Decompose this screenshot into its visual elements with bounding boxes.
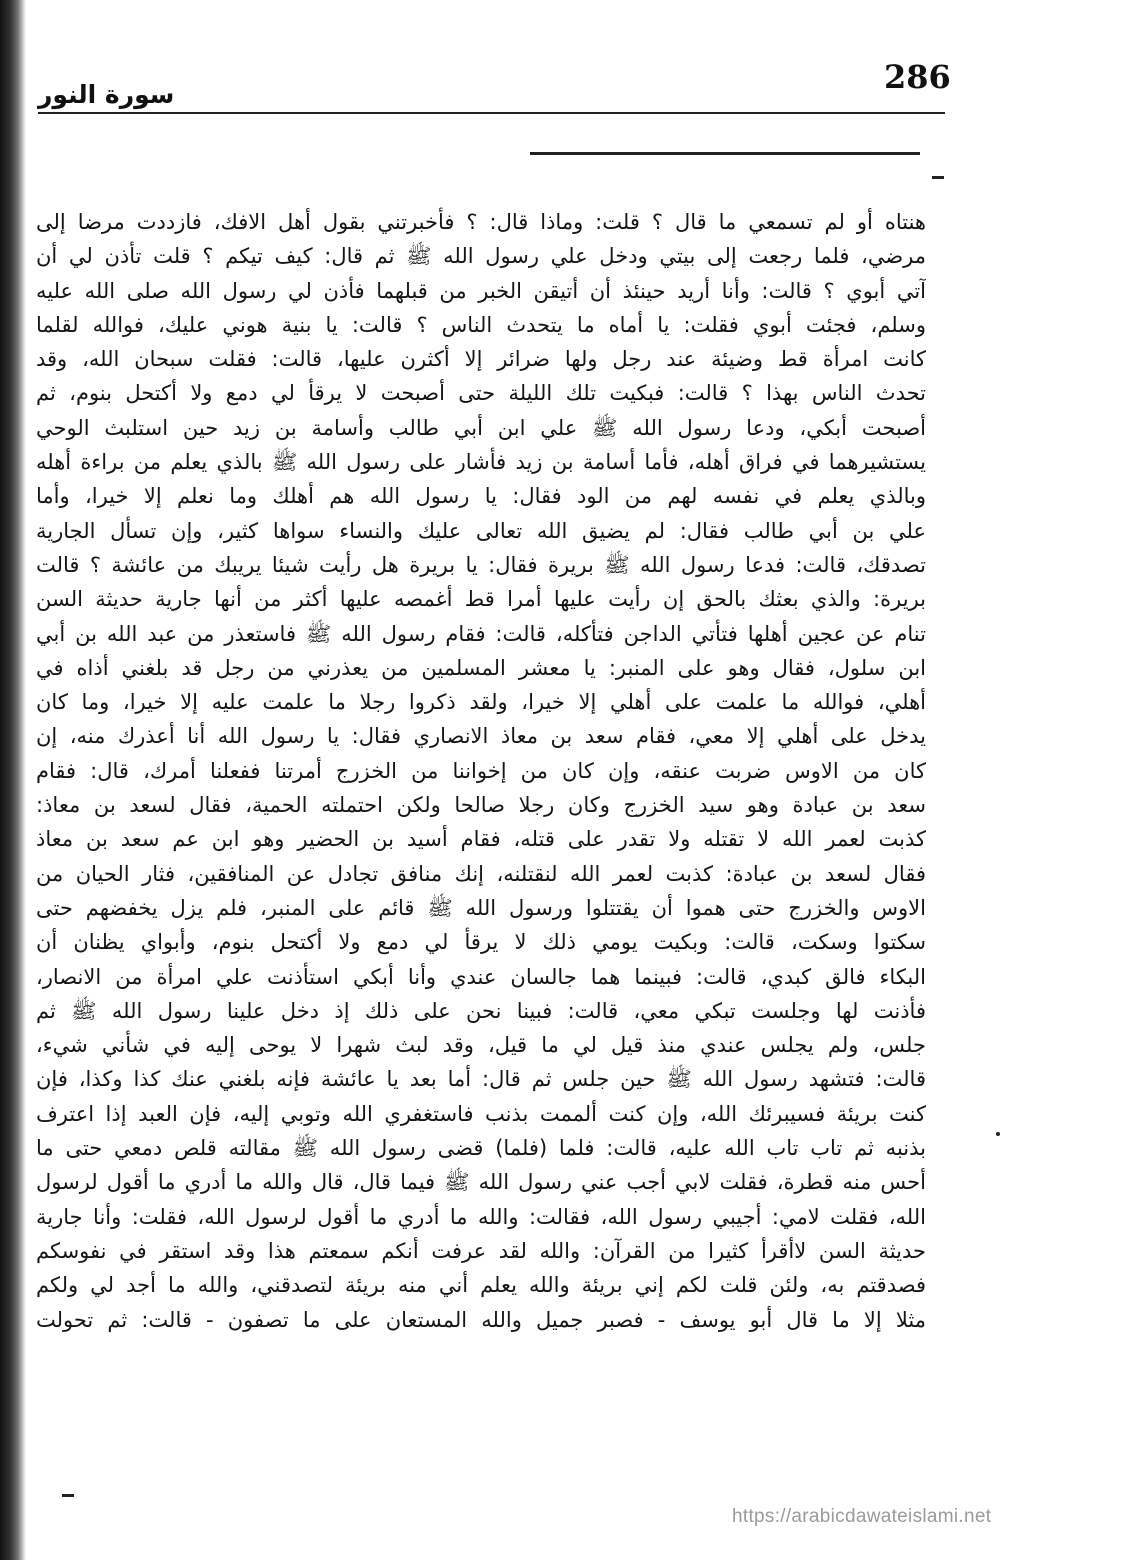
text-line: كذبت لعمر الله لا تقتله ولا تقدر على قتله، فقام أسيد بن الحضير وهو ابن عم سعد بن معاذ bbox=[36, 827, 926, 852]
text-line: هنتاه أو لم تسمعي ما قال ؟ قلت: وماذا قال: ؟ فأخبرتني بقول أهل الافك، فازددت مرضا إلى bbox=[36, 210, 926, 234]
text-line: تنام عن عجين أهلها فتأتي الداجن فتأكله، قالت: فقام رسول الله ﷺ فاستعذر من عبد الله بن أبي bbox=[36, 621, 926, 646]
text-line: أحس منه قطرة، فقلت لابي أجب عني رسول الله ﷺ فيما قال، قال والله ما أدري ما أقول لرسول bbox=[36, 1170, 926, 1195]
dash-mark bbox=[932, 176, 944, 179]
section-rule bbox=[530, 152, 920, 155]
watermark-url: https://arabicdawateislami.net bbox=[732, 1506, 992, 1527]
text-line: فقال لسعد بن عبادة: كذبت لعمر الله لنقتلنه، إنك منافق تجادل عن المنافقين، فثار الحيان من bbox=[36, 861, 926, 886]
text-line: كنت بريئة فسيبرئك الله، وإن كنت ألممت بذنب فاستغفري الله وتوبي إليه، فإن العبد إذا اعترف bbox=[36, 1101, 926, 1126]
text-line: فأذنت لها وجلست تبكي معي، قالت: فبينا نحن على ذلك إذ دخل علينا رسول الله ﷺ ثم bbox=[36, 998, 926, 1023]
text-line: كان من الاوس ضربت عنقه، وإن كان من إخواننا من الخزرج أمرتنا ففعلنا أمرك، قال: فقام bbox=[36, 758, 926, 783]
text-line: تحدث الناس بهذا ؟ قالت: فبكيت تلك الليلة حتى أصبحت لا يرقأ لي دمع ولا أكتحل بنوم، ثم bbox=[36, 381, 926, 406]
text-line bbox=[36, 1337, 926, 1371]
running-head: سورة النور bbox=[38, 80, 175, 109]
text-line: بريرة: والذي بعثك بالحق إن رأيت عليها أمرا قط أغمصه عليها أكثر من أنها جارية حديثة السن bbox=[36, 587, 926, 612]
text-line: الاوس والخزرج حتى هموا أن يقتتلوا ورسول الله ﷺ قائم على المنبر، فلم يزل يخفضهم حتى bbox=[36, 895, 926, 920]
text-line: تصدقك، قالت: فدعا رسول الله ﷺ بريرة فقال: يا بريرة هل رأيت شيئا يريبك من عائشة ؟ قالت bbox=[36, 552, 926, 577]
text-line: ابن سلول، فقال وهو على المنبر: يا معشر المسلمين من يعذرني من رجل قد بلغني أذاه في bbox=[36, 655, 926, 680]
binding-shadow bbox=[0, 0, 26, 1560]
text-line: سكتوا وسكت، قالت: وبكيت يومي ذلك لا يرقأ لي دمع ولا أكتحل بنوم، وأبواي يظنان أن bbox=[36, 930, 926, 955]
text-line: بذنبه ثم تاب تاب الله عليه، قالت: فلما (فلما) قضى رسول الله ﷺ مقالته قلص دمعي حتى ما bbox=[36, 1136, 926, 1161]
text-line: وسلم، فجئت أبوي فقلت: يا أماه ما يتحدث الناس ؟ قالت: يا بنية هوني عليك، فوالله لقلما bbox=[36, 312, 926, 337]
text-line: وبالذي يعلم في نفسه لهم من الود فقال: يا رسول الله هم أهلك وما نعلم إلا خيرا، وأما bbox=[36, 484, 926, 509]
text-line: قالت: فتشهد رسول الله ﷺ حين جلس ثم قال: أما بعد يا عائشة فإنه بلغني عنك كذا وكذا، فإن bbox=[36, 1067, 926, 1092]
text-line: يدخل على أهلي إلا معي، فقام سعد بن معاذ الانصاري فقال: يا رسول الله أنا أعذرك منه، إن bbox=[36, 724, 926, 749]
text-line: يستشيرهما في فراق أهله، فأما أسامة بن زيد فأشار على رسول الله ﷺ بالذي يعلم من براءة أهله bbox=[36, 450, 926, 475]
speck-mark bbox=[996, 1132, 1000, 1136]
body-text bbox=[36, 205, 926, 1371]
text-line: الله، فقلت لامي: أجيبي رسول الله، فقالت: والله ما أدري ما أقول لرسول الله، فقلت: وأنا جارية bbox=[36, 1204, 926, 1229]
text-line: أهلي، فوالله ما علمت على أهلي إلا خيرا، ولقد ذكروا رجلا ما علمت عليه إلا خيرا، وما كان bbox=[36, 690, 926, 715]
text-line: حديثة السن لاأقرأ كثيرا من القرآن: والله لقد عرفت أنكم سمعتم هذا وقد استقر في نفوسكم bbox=[36, 1238, 926, 1263]
text-line: جلس، ولم يجلس عندي منذ قيل لي ما قيل، وقد لبث شهرا لا يوحى إليه في شأني شيء، bbox=[36, 1033, 926, 1058]
text-line: علي بن أبي طالب فقال: لم يضيق الله تعالى عليك والنساء سواها كثير، وإن تسأل الجارية bbox=[36, 518, 926, 543]
text-line: فصدقتم به، ولئن قلت لكم إني بريئة والله يعلم أني منه بريئة لتصدقني، والله ما أجد لي ولكم bbox=[36, 1273, 926, 1298]
text-line: سعد بن عبادة وهو سيد الخزرج وكان رجلا صالحا ولكن احتملته الحمية، فقال لسعد بن معاذ: bbox=[36, 793, 926, 818]
dash-mark-bottom bbox=[62, 1494, 74, 1497]
text-line: مرضي، فلما رجعت إلى بيتي ودخل علي رسول الله ﷺ ثم قال: كيف تيكم ؟ قلت تأذن لي أن bbox=[36, 244, 926, 269]
header-rule bbox=[38, 112, 945, 114]
text-line: مثلا إلا ما قال أبو يوسف - فصبر جميل والله المستعان على ما تصفون - قالت: ثم تحولت bbox=[36, 1307, 926, 1332]
text-line: أصبحت أبكي، ودعا رسول الله ﷺ علي ابن أبي طالب وأسامة بن زيد حين استلبث الوحي bbox=[36, 415, 926, 440]
text-line: البكاء فالق كبدي، قالت: فبينما هما جالسان عندي وأنا أبكي استأذنت علي امرأة من الانصار، bbox=[36, 964, 926, 989]
page-number: 286 bbox=[884, 58, 951, 96]
text-line: آتي أبوي ؟ قالت: وأنا أريد حينئذ أن أتيقن الخبر من قبلهما فأذن لي رسول الله صلى الله عليه bbox=[36, 278, 926, 303]
text-line: كانت امرأة قط وضيئة عند رجل ولها ضرائر إلا أكثرن عليها، قالت: فقلت سبحان الله، وقد bbox=[36, 347, 926, 372]
